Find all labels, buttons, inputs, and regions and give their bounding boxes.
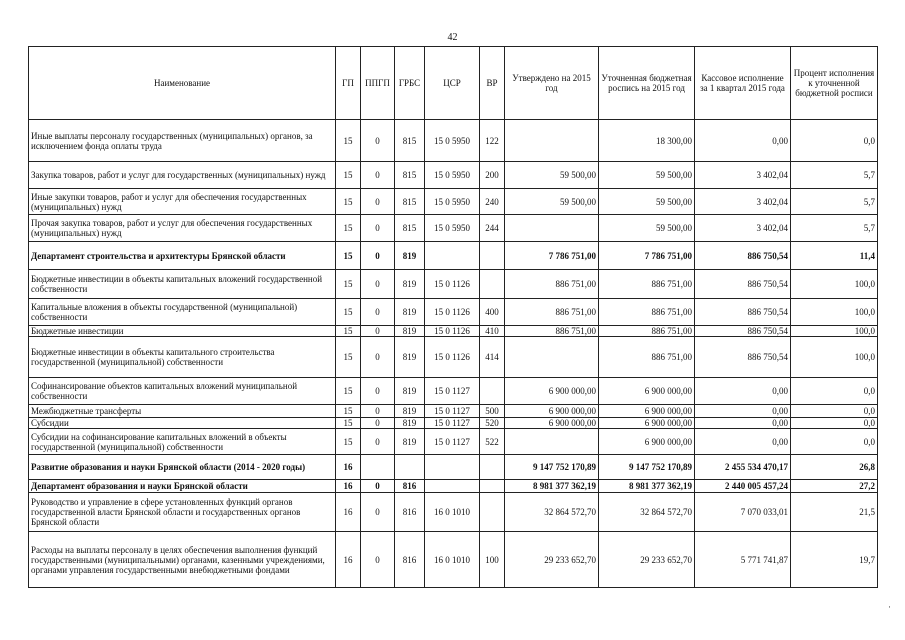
name-cell: Капитальные вложения в объекты государственной (муниципальной) собственности [29,299,336,326]
ppgp-cell: 0 [361,326,395,337]
revised-cell: 6 900 000,00 [599,418,695,429]
percent-cell: 100,0 [791,299,878,326]
table-row [29,162,878,189]
revised-cell: 29 233 652,70 [599,532,695,588]
cash-cell: 886 750,54 [695,299,791,326]
table-row [29,242,878,270]
vr-cell [480,455,505,480]
grbs-cell: 816 [395,480,425,493]
cash-cell: 2 455 534 470,17 [695,455,791,480]
revised-cell: 7 786 751,00 [599,242,695,270]
header-csr: ЦСР [425,47,480,120]
vr-cell: 520 [480,418,505,429]
csr-cell: 15 0 5950 [425,162,480,189]
name-cell: Прочая закупка товаров, работ и услуг для обеспечения государственных (муниципальных) нужд [29,215,336,242]
percent-cell: 5,7 [791,162,878,189]
percent-cell: 27,2 [791,480,878,493]
ppgp-cell: 0 [361,480,395,493]
gp-cell: 15 [336,378,361,405]
ppgp-cell: 0 [361,405,395,418]
approved-cell: 886 751,00 [505,299,599,326]
ppgp-cell: 0 [361,429,395,455]
revised-cell: 886 751,00 [599,299,695,326]
vr-cell [480,493,505,532]
approved-cell: 59 500,00 [505,189,599,215]
vr-cell: 410 [480,326,505,337]
percent-cell: 100,0 [791,337,878,378]
approved-cell: 6 900 000,00 [505,418,599,429]
grbs-cell: 819 [395,378,425,405]
revised-cell: 6 900 000,00 [599,429,695,455]
percent-cell: 0,0 [791,418,878,429]
approved-cell: 886 751,00 [505,270,599,299]
gp-cell: 15 [336,405,361,418]
approved-cell: 6 900 000,00 [505,405,599,418]
gp-cell: 16 [336,480,361,493]
vr-cell: 522 [480,429,505,455]
csr-cell: 15 0 1127 [425,405,480,418]
approved-cell [505,120,599,162]
approved-cell [505,215,599,242]
grbs-cell: 815 [395,189,425,215]
name-cell: Иные закупки товаров, работ и услуг для обеспечения государственных (муниципальных) нужд [29,189,336,215]
approved-cell [505,429,599,455]
gp-cell: 15 [336,299,361,326]
name-cell: Расходы на выплаты персоналу в целях обеспечения выполнения функций государственными (муниципальными) органами, казенными учреждениями, органами управления государственными внебюджетными фондами [29,532,336,588]
percent-cell: 5,7 [791,189,878,215]
table-row [29,480,878,493]
revised-cell: 8 981 377 362,19 [599,480,695,493]
name-cell: Департамент образования и науки Брянской области [29,480,336,493]
name-cell: Департамент строительства и архитектуры Брянской области [29,242,336,270]
csr-cell: 15 0 1127 [425,418,480,429]
csr-cell: 15 0 1126 [425,337,480,378]
cash-cell: 7 070 033,01 [695,493,791,532]
name-cell: Межбюджетные трансферты [29,405,336,418]
percent-cell: 0,0 [791,378,878,405]
table-row [29,405,878,418]
header-revised: Уточненная бюджетная роспись на 2015 год [599,47,695,120]
ppgp-cell: 0 [361,299,395,326]
percent-cell: 100,0 [791,270,878,299]
vr-cell: 400 [480,299,505,326]
ppgp-cell: 0 [361,493,395,532]
vr-cell [480,270,505,299]
ppgp-cell [361,455,395,480]
percent-cell: 19,7 [791,532,878,588]
grbs-cell: 819 [395,337,425,378]
revised-cell: 886 751,00 [599,326,695,337]
csr-cell: 15 0 1126 [425,299,480,326]
csr-cell: 15 0 5950 [425,120,480,162]
cash-cell: 886 750,54 [695,270,791,299]
table-row [29,493,878,532]
table-row [29,299,878,326]
grbs-cell: 819 [395,299,425,326]
approved-cell: 886 751,00 [505,326,599,337]
table-row [29,378,878,405]
csr-cell: 15 0 5950 [425,189,480,215]
vr-cell: 200 [480,162,505,189]
csr-cell: 15 0 1126 [425,326,480,337]
header-grbs: ГРБС [395,47,425,120]
csr-cell: 15 0 1127 [425,429,480,455]
ppgp-cell: 0 [361,418,395,429]
name-cell: Бюджетные инвестиции [29,326,336,337]
ppgp-cell: 0 [361,270,395,299]
ppgp-cell: 0 [361,532,395,588]
table-row [29,429,878,455]
cash-cell: 0,00 [695,405,791,418]
csr-cell [425,455,480,480]
name-cell: Субсидии на софинансирование капитальных вложений в объекты государственной (муниципальной) собственности [29,429,336,455]
gp-cell: 15 [336,337,361,378]
vr-cell [480,480,505,493]
cash-cell: 3 402,04 [695,215,791,242]
table-row [29,120,878,162]
vr-cell: 244 [480,215,505,242]
revised-cell: 6 900 000,00 [599,405,695,418]
csr-cell [425,480,480,493]
header-percent: Процент исполнения к уточненной бюджетной росписи [791,47,878,120]
csr-cell [425,242,480,270]
cash-cell: 0,00 [695,120,791,162]
page-number: 42 [447,32,458,43]
approved-cell: 6 900 000,00 [505,378,599,405]
revised-cell: 886 751,00 [599,270,695,299]
header-ppgp: ППГП [361,47,395,120]
gp-cell: 15 [336,418,361,429]
gp-cell: 16 [336,532,361,588]
revised-cell: 59 500,00 [599,162,695,189]
cash-cell: 5 771 741,87 [695,532,791,588]
percent-cell: 0,0 [791,120,878,162]
csr-cell: 15 0 5950 [425,215,480,242]
approved-cell: 59 500,00 [505,162,599,189]
grbs-cell: 819 [395,270,425,299]
grbs-cell: 816 [395,493,425,532]
ppgp-cell: 0 [361,162,395,189]
vr-cell: 240 [480,189,505,215]
grbs-cell: 819 [395,429,425,455]
gp-cell: 16 [336,455,361,480]
grbs-cell: 816 [395,532,425,588]
name-cell: Закупка товаров, работ и услуг для государственных (муниципальных) нужд [29,162,336,189]
vr-cell [480,242,505,270]
percent-cell: 11,4 [791,242,878,270]
table-row [29,270,878,299]
grbs-cell: 815 [395,120,425,162]
approved-cell: 8 981 377 362,19 [505,480,599,493]
revised-cell: 9 147 752 170,89 [599,455,695,480]
revised-cell: 59 500,00 [599,215,695,242]
csr-cell: 15 0 1126 [425,270,480,299]
cash-cell: 0,00 [695,429,791,455]
percent-cell: 21,5 [791,493,878,532]
approved-cell: 9 147 752 170,89 [505,455,599,480]
stray-mark: · [888,602,891,612]
grbs-cell: 819 [395,326,425,337]
cash-cell: 886 750,54 [695,242,791,270]
ppgp-cell: 0 [361,120,395,162]
approved-cell: 29 233 652,70 [505,532,599,588]
header-approved: Утверждено на 2015 год [505,47,599,120]
table-row [29,455,878,480]
cash-cell: 886 750,54 [695,326,791,337]
revised-cell: 18 300,00 [599,120,695,162]
name-cell: Иные выплаты персоналу государственных (муниципальных) органов, за исключением фонда оплаты труда [29,120,336,162]
gp-cell: 15 [336,270,361,299]
name-cell: Бюджетные инвестиции в объекты капитального строительства государственной (муниципальной) собственности [29,337,336,378]
ppgp-cell: 0 [361,215,395,242]
approved-cell: 32 864 572,70 [505,493,599,532]
grbs-cell: 819 [395,405,425,418]
percent-cell: 5,7 [791,215,878,242]
ppgp-cell: 0 [361,189,395,215]
name-cell: Руководство и управление в сфере установленных функций органов государственной власти Брянской области и государственных органов Брянской области [29,493,336,532]
csr-cell: 15 0 1127 [425,378,480,405]
percent-cell: 26,8 [791,455,878,480]
name-cell: Софинансирование объектов капитальных вложений муниципальной собственности [29,378,336,405]
ppgp-cell: 0 [361,242,395,270]
csr-cell: 16 0 1010 [425,493,480,532]
name-cell: Бюджетные инвестиции в объекты капитальных вложений государственной собственности [29,270,336,299]
cash-cell: 886 750,54 [695,337,791,378]
name-cell: Субсидии [29,418,336,429]
ppgp-cell: 0 [361,337,395,378]
gp-cell: 15 [336,162,361,189]
table-row [29,418,878,429]
name-cell: Развитие образования и науки Брянской области (2014 - 2020 годы) [29,455,336,480]
header-gp: ГП [336,47,361,120]
grbs-cell: 815 [395,162,425,189]
approved-cell: 7 786 751,00 [505,242,599,270]
vr-cell: 122 [480,120,505,162]
revised-cell: 32 864 572,70 [599,493,695,532]
table-row [29,337,878,378]
table-row [29,189,878,215]
revised-cell: 6 900 000,00 [599,378,695,405]
gp-cell: 15 [336,326,361,337]
approved-cell [505,337,599,378]
vr-cell: 100 [480,532,505,588]
grbs-cell: 819 [395,418,425,429]
grbs-cell: 819 [395,242,425,270]
percent-cell: 0,0 [791,405,878,418]
cash-cell: 0,00 [695,378,791,405]
cash-cell: 0,00 [695,418,791,429]
gp-cell: 15 [336,120,361,162]
grbs-cell: 815 [395,215,425,242]
revised-cell: 886 751,00 [599,337,695,378]
table-row [29,215,878,242]
table-row [29,532,878,588]
header-row [29,47,878,120]
grbs-cell [395,455,425,480]
cash-cell: 3 402,04 [695,189,791,215]
header-name: Наименование [29,47,336,120]
vr-cell [480,378,505,405]
ppgp-cell: 0 [361,378,395,405]
percent-cell: 0,0 [791,429,878,455]
cash-cell: 2 440 005 457,24 [695,480,791,493]
percent-cell: 100,0 [791,326,878,337]
gp-cell: 16 [336,493,361,532]
table-row [29,326,878,337]
vr-cell: 414 [480,337,505,378]
cash-cell: 3 402,04 [695,162,791,189]
vr-cell: 500 [480,405,505,418]
header-vr: ВР [480,47,505,120]
gp-cell: 15 [336,215,361,242]
budget-table [28,46,878,588]
revised-cell: 59 500,00 [599,189,695,215]
gp-cell: 15 [336,429,361,455]
gp-cell: 15 [336,242,361,270]
gp-cell: 15 [336,189,361,215]
header-cash: Кассовое исполнение за 1 квартал 2015 года [695,47,791,120]
csr-cell: 16 0 1010 [425,532,480,588]
